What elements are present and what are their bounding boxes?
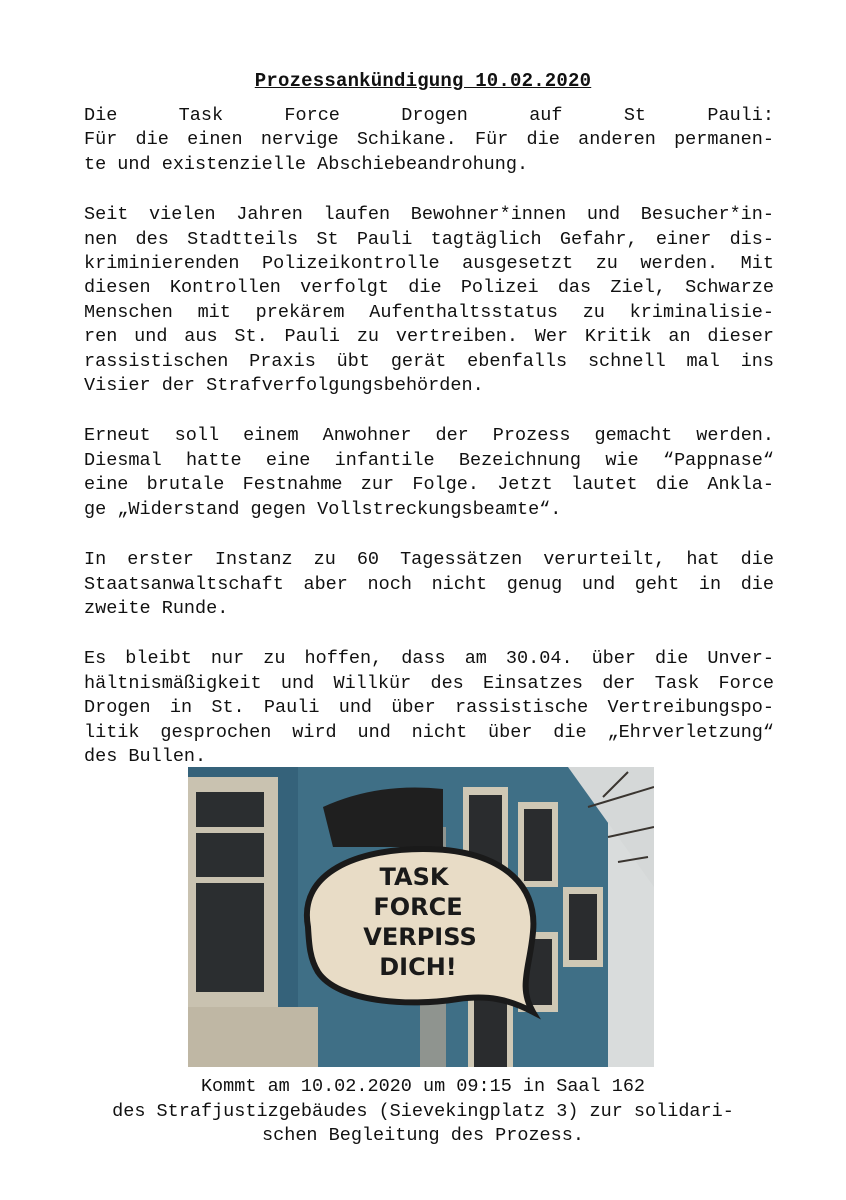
text-line: ren und aus St. Pauli zu vertreiben. Wer Kritik an dieser <box>84 326 774 348</box>
paragraph-case <box>84 424 774 522</box>
event-caption <box>0 1075 846 1149</box>
text-line: nen des Stadtteils St Pauli tagtäglich Gefahr, einer dis- <box>84 228 774 250</box>
document-title: Prozessankündigung 10.02.2020 <box>254 70 592 92</box>
text-line: Diesmal hatte eine infantile Bezeichnung wie “Pappnase“ <box>84 449 774 471</box>
text-line: rassistischen Praxis übt gerät ebenfalls schnell mal ins <box>84 350 774 372</box>
paragraph-background <box>84 203 774 398</box>
text-line: te und existenzielle Abschiebeandrohung. <box>84 153 529 175</box>
sign-line: VERPISS <box>363 923 477 951</box>
text-line: zweite Runde. <box>84 597 229 619</box>
text-line: Staatsanwaltschaft aber noch nicht genug und geht in die <box>84 573 774 595</box>
text-line: eine brutale Festnahme zur Folge. Jetzt lautet die Ankla- <box>84 474 774 496</box>
paragraph-hope <box>84 647 774 769</box>
text-line: Die Task Force Drogen auf St Pauli: <box>84 105 774 126</box>
sign-line: FORCE <box>373 893 463 921</box>
text-line: hältnismäßigkeit und Willkür des Einsatzes der Task Force <box>84 672 774 694</box>
text-line: Visier der Strafverfolgungsbehörden. <box>84 375 484 397</box>
text-line: Erneut soll einem Anwohner der Prozess gemacht werden. <box>84 425 774 447</box>
text-line: diesen Kontrollen verfolgt die Polizei das Ziel, Schwarze <box>84 277 774 299</box>
text-line: In erster Instanz zu 60 Tagessätzen verurteilt, hat die <box>84 549 774 571</box>
text-line: des Bullen. <box>84 745 207 767</box>
paragraph-intro <box>84 104 774 177</box>
sign-line: DICH! <box>379 953 457 981</box>
paragraph-verdict <box>84 548 774 621</box>
text-line: ge „Widerstand gegen Vollstreckungsbeamte“. <box>84 498 562 520</box>
text-line: kriminierenden Polizeikontrolle ausgesetzt zu werden. Mit <box>84 253 774 275</box>
text-line: Es bleibt nur zu hoffen, dass am 30.04. über die Unver- <box>84 648 774 670</box>
sign-line: TASK <box>379 863 449 891</box>
caption-line: Kommt am 10.02.2020 um 09:15 in Saal 162 <box>200 1076 646 1097</box>
text-line: Drogen in St. Pauli und über rassistische Vertreibungspo- <box>84 697 774 719</box>
caption-line: schen Begleitung des Prozess. <box>262 1125 584 1146</box>
caption-line: des Strafjustizgebäudes (Sievekingplatz 3) zur solidari- <box>112 1100 734 1122</box>
document-body <box>84 104 774 795</box>
text-line: Menschen mit prekärem Aufenthaltsstatus zu kriminalisie- <box>84 301 774 323</box>
protest-sign-photo <box>188 767 654 1067</box>
text-line: Seit vielen Jahren laufen Bewohner*innen und Besucher*in- <box>84 204 774 226</box>
text-line: Für die einen nervige Schikane. Für die anderen permanen- <box>84 129 774 151</box>
text-line: litik gesprochen wird und nicht über die „Ehrverletzung“ <box>84 721 774 743</box>
